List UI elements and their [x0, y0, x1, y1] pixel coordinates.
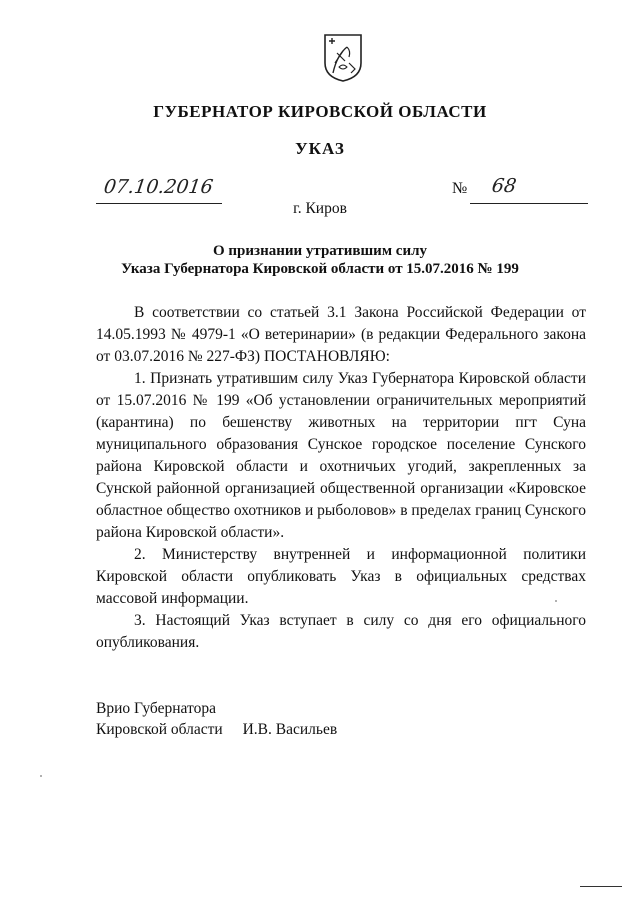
document-number: 68: [490, 175, 518, 197]
city: г. Киров: [293, 200, 347, 217]
scan-speck: [555, 600, 557, 602]
title-line-2: Указа Губернатора Кировской области от 15.07.2016 № 199: [121, 261, 519, 277]
document-title: [0, 242, 640, 278]
title-line-1: О признании утратившим силу: [213, 243, 427, 259]
preamble-paragraph: В соответствии со статьей 3.1 Закона Российской Федерации от 14.05.1993 № 4979-1 «О ветеринарии» (в редакции Федерального закона от 03.07.2016 № 227-ФЗ) ПОСТАНОВЛЯЮ:: [96, 304, 586, 365]
footer-line: [580, 886, 622, 887]
signature-block: [96, 698, 337, 740]
item-1-paragraph: 1. Признать утратившим силу Указ Губернатора Кировской области от 15.07.2016 № 199 «Об установлении ограничительных мероприятий (карантина) по бешенству животных на территории пгт Суна муниципального образования Сунское городское поселение Сунского района Кировской области и охотничьих угодий, закрепленных за Сунской районной организацией общественной организации «Кировское областное общество охотников и рыболовов» в пределах границ Сунского района Кировской области».: [96, 370, 586, 541]
document-body: [96, 302, 586, 654]
signatory-name: И.В. Васильев: [242, 721, 338, 738]
item-3-paragraph: 3. Настоящий Указ вступает в силу со дня его официального опубликования.: [96, 612, 586, 651]
coat-of-arms-icon: [323, 33, 363, 83]
issuing-authority: ГУБЕРНАТОР КИРОВСКОЙ ОБЛАСТИ: [153, 102, 487, 121]
document-date: 07.10.2016: [102, 176, 215, 198]
scan-speck: [40, 775, 42, 777]
document-type: УКАЗ: [295, 139, 345, 158]
item-2-paragraph: 2. Министерству внутренней и информационной политики Кировской области опубликовать Указ в официальных средствах массовой информации.: [96, 546, 586, 607]
signatory-position-line-1: Врио Губернатора: [96, 700, 216, 717]
number-sign: №: [452, 180, 468, 197]
signatory-position-line-2: Кировской области: [96, 721, 223, 738]
